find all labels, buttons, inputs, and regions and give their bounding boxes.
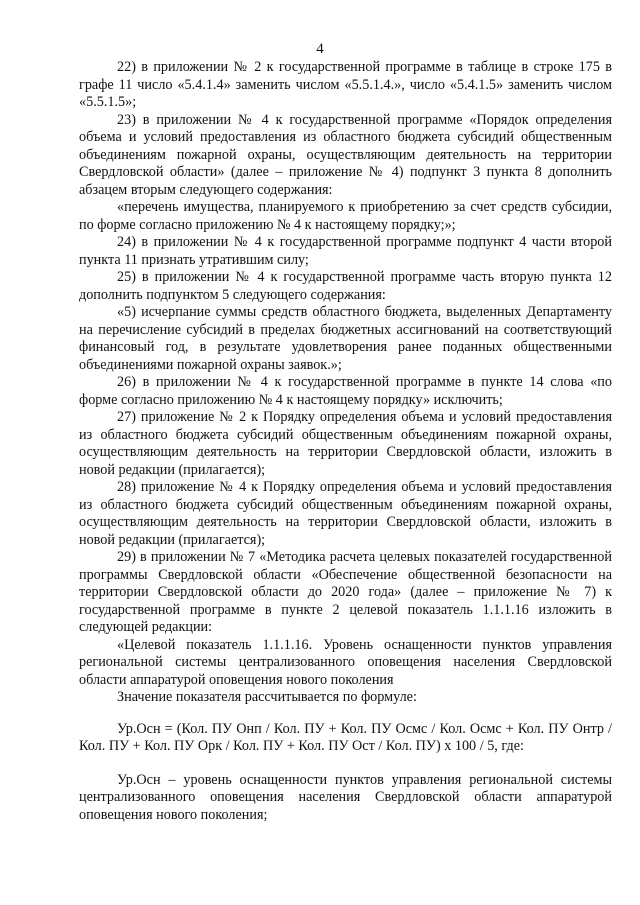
paragraph-item-22: 22) в приложении № 2 к государственной программе в таблице в строке 175 в графе 11 число «5.4.1.4» заменить числом «5.5.1.4.», число «5.4.1.5» заменить числом «5.5.1.5»;	[79, 59, 612, 110]
paragraph-item-29: 29) в приложении № 7 «Методика расчета целевых показателей государственной программы Свердловской области «Обеспечение общественной безопасности на территории Свердловской области до 2020 года» (далее – приложение № 7) к государственной программе в пункте 2 целевой показатель 1.1.1.16 изложить в следующей редакции:	[79, 549, 612, 635]
paragraph-item-28: 28) приложение № 4 к Порядку определения объема и условий предоставления из областного бюджета субсидий общественным объединениям пожарной охраны, осуществляющим деятельность на территории Свердловской области, изложить в новой редакции (прилагается);	[79, 479, 612, 548]
paragraph-item-24: 24) в приложении № 4 к государственной программе подпункт 4 части второй пункта 11 признать утратившим силу;	[79, 234, 612, 268]
document-body	[79, 59, 612, 824]
paragraph-item-25: 25) в приложении № 4 к государственной программе часть вторую пункта 12 дополнить подпунктом 5 следующего содержания:	[79, 269, 612, 303]
formula: Ур.Осн = (Кол. ПУ Онп / Кол. ПУ + Кол. ПУ Осмс / Кол. Осмс + Кол. ПУ Онтр / Кол. ПУ + Кол. ПУ Орк / Кол. ПУ + Кол. ПУ Ост / Кол. ПУ) x 100 / 5, где:	[79, 720, 612, 754]
paragraph-item-23: 23) в приложении № 4 к государственной программе «Порядок определения объема и условий предоставления из областного бюджета субсидий общественным объединениям пожарной охраны, осуществляющим деятельность на территории Свердловской области» (далее – приложение № 4) подпункт 3 пункта 8 дополнить абзацем вторым следующего содержания:	[79, 111, 612, 198]
paragraph-item-27: 27) приложение № 2 к Порядку определения объема и условий предоставления из областного бюджета субсидий общественным объединениям пожарной охраны, осуществляющим деятельность на территории Свердловской области, изложить в новой редакции (прилагается);	[79, 409, 612, 478]
paragraph-item-26: 26) в приложении № 4 к государственной программе в пункте 14 слова «по форме согласно приложению № 4 к настоящему порядку» исключить;	[79, 374, 612, 408]
paragraph-quote-property-list: «перечень имущества, планируемого к приобретению за счет средств субсидии, по форме согласно приложению № 4 к настоящему порядку;»;	[79, 199, 612, 233]
paragraph-quote-subitem-5: «5) исчерпание суммы средств областного бюджета, выделенных Департаменту на перечисление субсидий в пределах бюджетных ассигнований на соответствующий финансовый год, в результате удовлетворения ранее поданных общественными объединениями пожарной охраны заявок.»;	[79, 304, 612, 373]
paragraph-target-indicator: «Целевой показатель 1.1.1.16. Уровень оснащенности пунктов управления региональной системы централизованного оповещения населения Свердловской области аппаратурой оповещения нового поколения	[79, 636, 612, 688]
formula-definition: Ур.Осн – уровень оснащенности пунктов управления региональной системы централизованного оповещения населения Свердловской области аппаратурой оповещения нового поколения;	[79, 771, 612, 823]
paragraph-formula-intro: Значение показателя рассчитывается по формуле:	[117, 689, 417, 705]
page-number: 4	[316, 41, 324, 57]
